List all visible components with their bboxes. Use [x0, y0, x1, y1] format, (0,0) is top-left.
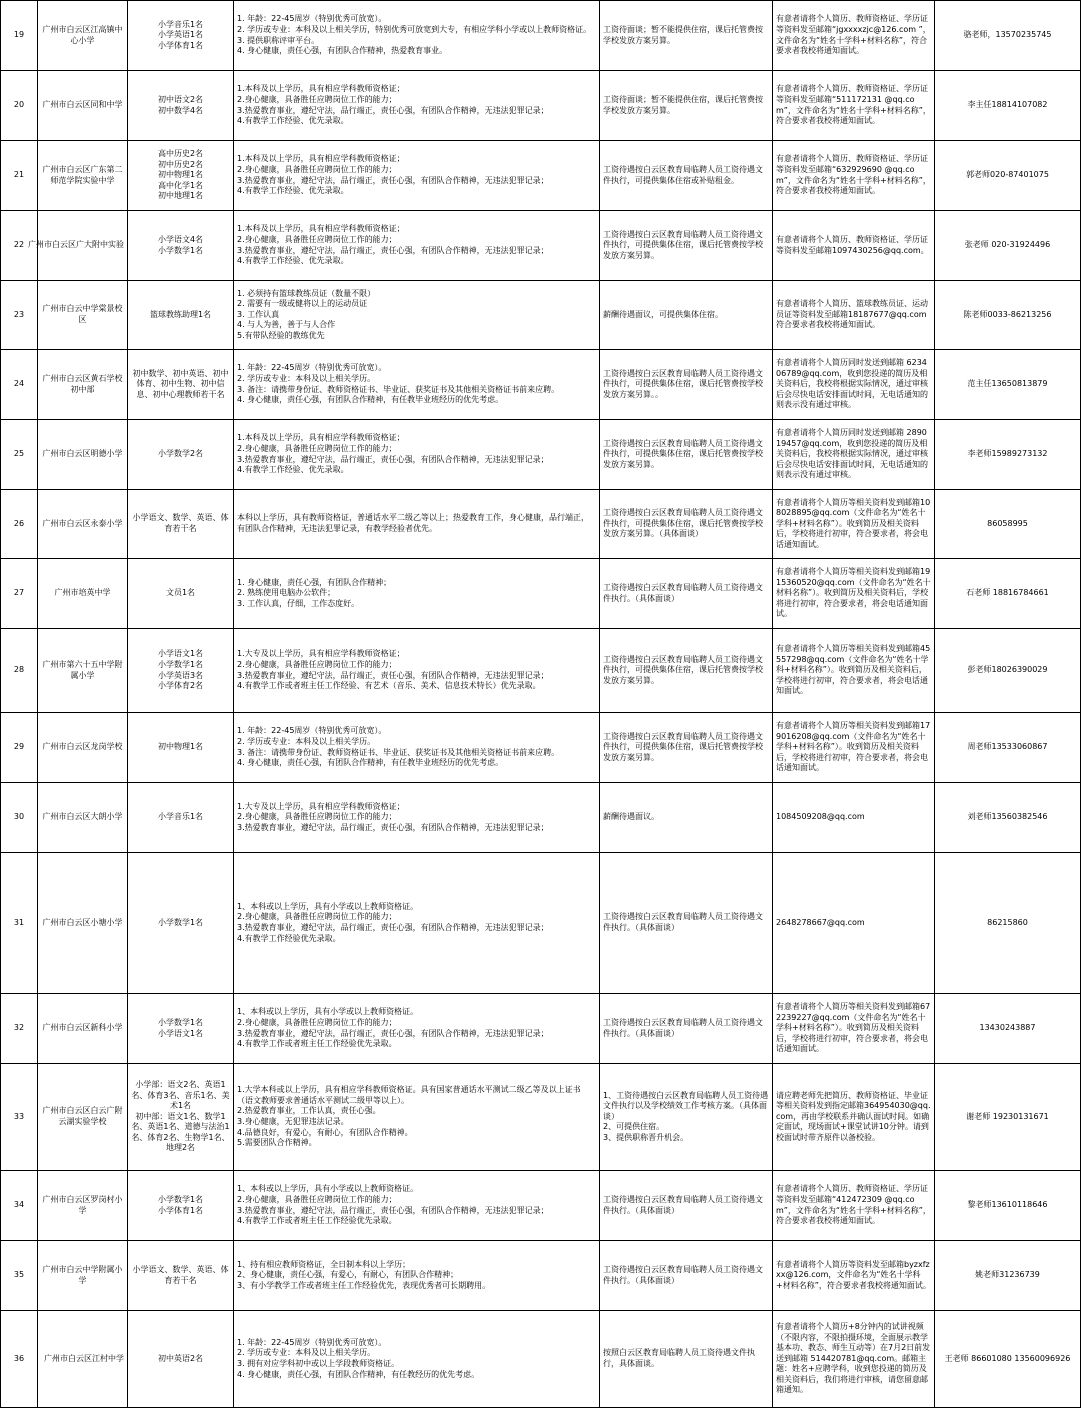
apply-method: 有意者请将个人简历、教师资格证、学历证等资料发至邮箱“jgxxxxzjc@126.com ”，文件命名为“姓名十学科+材料名称”，符合要求者我校将通知面试。 — [773, 1, 935, 71]
post-list — [128, 1, 234, 71]
treatment: 工资待遇按白云区教育局临聘人员工资待遇文件执行，可提供集体住宿，课后托管费按学校发放方案另算。 — [600, 713, 773, 783]
contact: 李老师15989273132 — [935, 420, 1081, 490]
treatment: 工资待遇按白云区教育局临聘人员工资待遇文件执行，可提供集体住宿，课后托管费按学校发放方案另算。 — [600, 629, 773, 713]
apply-text: 有意者请将个人简历同时发送到邮箱 289019457@qq.com，收到您投递的简历及相关资料后，我校将根据实际情况，通过审核后会尽快电话安排面试时间，无电话通知的则表示没有通过审核。 — [776, 428, 928, 480]
requirement-line: 4. 身心健康，责任心强，有团队合作精神，有任教毕业班经历的优先考虑。 — [237, 758, 504, 768]
post-list — [128, 211, 234, 281]
requirement-line: 1.大专及以上学历，具有相应学科教师资格证； — [237, 801, 405, 811]
post-list — [128, 420, 234, 490]
table-row — [1, 994, 1081, 1064]
requirement-line: 2. 学历或专业：本科及以上相关学历。 — [237, 1348, 376, 1358]
row-number: 26 — [1, 490, 38, 559]
requirement-line: 3. 备注：请携带身份证、教师资格证书、毕业证、获奖证书及其他相关资格证书前来应聘。 — [237, 384, 560, 394]
apply-text: 有意者请将个人简历等相关资料发到邮箱45557298@qq.com（文件命名为“姓名十学科+材料名称”）。收到简历及相关资料后，学校将进行初审，符合要求者，将会电话通知面试。 — [776, 644, 931, 696]
table-row — [1, 211, 1081, 281]
requirement-line: 3.身心健康，无犯罪违法记录。 — [237, 1117, 349, 1126]
requirement-line: 5.需要团队合作精神。 — [237, 1138, 317, 1148]
requirement-line: 2.身心健康，具备胜任应聘岗位工作的能力； — [237, 659, 397, 669]
requirement-line: 3.热爱教育事业，遵纪守法，品行端正，责任心强，有团队合作精神，无违法犯罪记录； — [237, 1205, 549, 1215]
school-name: 广州市白云区大朗小学 — [38, 783, 128, 853]
post-item: 小学数学1名 — [157, 1017, 204, 1027]
treatment: 工资待遇按白云区教育局临聘人员工资待遇文件执行，可提供集体住宿，课后托管费按学校发放方案另算。。 — [600, 350, 773, 420]
apply-text: 有意者请将个人简历同时发送到邮箱 623406789@qq.com，收到您投递的简历及相关资料后，我校将根据实际情况，通过审核后会尽快电话安排面试时间，无电话通知的则表示没有通过审核。 — [776, 358, 928, 410]
apply-text: 有意者请将个人简历、教师资格证、学历证等资料发至邮箱“412472309 @qq.com”，文件命名为“姓名十学科+材料名称”，符合要求者我校将通知面试。 — [776, 1184, 931, 1226]
requirement-line: 3. 提供职称评审平台。 — [237, 35, 320, 45]
requirement-line: 4.有教学工作或者班主任工作经验优先录取。 — [237, 1039, 397, 1049]
post-item: 高中化学1名 — [157, 180, 204, 190]
apply-method: 有意者请将个人简历、教师资格证、学历证等资料发至邮箱“511172131 @qq.com”，文件命名为“姓名十学科+材料名称”，符合要求者我校将通知面试。 — [773, 71, 935, 141]
treatment: 1、工资待遇按白云区教育局临聘人员工资待遇文件执行以及学校绩效工作考核方案。（具体面谈） 2、可提供住宿。 3、提供职称晋升机会。 — [600, 1064, 773, 1171]
row-number: 23 — [1, 281, 38, 350]
requirement-line: 2. 学历或专业：本科及以上相关学历，特别优秀可放宽到大专，有相应学科小学或以上教师资格证。 — [237, 24, 592, 34]
requirement-line: 1.本科及以上学历，具有相应学科教师资格证； — [237, 154, 405, 164]
requirements — [234, 350, 600, 420]
contact: 王老师 86601080 13560096926 — [935, 1311, 1081, 1408]
requirement-line: 2.身心健康，具备胜任应聘岗位工作的能力； — [237, 1017, 397, 1027]
table-row — [1, 281, 1081, 350]
requirement-line: 3.热爱教育事业，遵纪守法，品行端正，责任心强，有团队合作精神，无违法犯罪记录； — [237, 245, 549, 255]
contact: 陈老师0033-86213256 — [935, 281, 1081, 350]
post-list — [128, 1311, 234, 1408]
post-item: 小学英语1名 — [157, 30, 204, 40]
post-list — [128, 783, 234, 853]
row-number: 32 — [1, 994, 38, 1064]
treatment: 按照白云区教育局临聘人员工资待遇文件执行，具体面谈。 — [600, 1311, 773, 1408]
table-row — [1, 350, 1081, 420]
contact: 骆老师，13570235745 — [935, 1, 1081, 71]
post-list — [128, 853, 234, 994]
apply-method — [773, 1171, 935, 1241]
requirement-line: 2.身心健康，具备胜任应聘岗位工作的能力； — [237, 1194, 397, 1204]
apply-method — [773, 629, 935, 713]
post-item: 小学语文1名 — [157, 1028, 204, 1038]
requirements — [234, 994, 600, 1064]
requirement-line: 4. 与人为善，善于与人合作 — [237, 320, 336, 330]
contact: 李主任18814107082 — [935, 71, 1081, 141]
requirements — [234, 783, 600, 853]
requirement-line: 2.身心健康，具备胜任应聘岗位工作的能力； — [237, 912, 397, 922]
requirement-line: 4.有教学工作经验、优先录取。 — [237, 116, 349, 126]
requirements — [234, 1171, 600, 1241]
requirement-line: 1、本科或以上学历，具有小学或以上教师资格证。 — [237, 901, 419, 911]
treatment: 工资待遇按白云区教育局临聘人员工资待遇文件执行。（具体面谈） — [600, 1171, 773, 1241]
requirement-line: 4.有教学工作或者班主任工作经验、有艺术（音乐、美术、信息技术特长）优先录取。 — [237, 681, 541, 691]
table-row — [1, 141, 1081, 211]
requirement-line: 3、有小学教学工作或者班主任工作经验优先，表现优秀者可长期聘用。 — [237, 1280, 491, 1290]
row-number: 28 — [1, 629, 38, 713]
post-item: 小学数学1名 — [157, 1194, 204, 1204]
requirement-line: 3. 拥有对应学科初中或以上学段教师资格证。 — [237, 1359, 400, 1368]
post-list: 小学语文、数学、英语、体育若干名 — [128, 490, 234, 559]
contact: 张老师 020-31924496 — [935, 211, 1081, 281]
post-list — [128, 994, 234, 1064]
requirement-line: 4.有教学工作经验、优先录取。 — [237, 256, 349, 266]
school-name: 广州市白云区罗岗村小学 — [38, 1171, 128, 1241]
table-row — [1, 1171, 1081, 1241]
contact: 86215860 — [935, 853, 1081, 994]
requirement-line: 3. 备注：请携带身份证、教师资格证书、毕业证、获奖证书及其他相关资格证书前来应聘。 — [237, 747, 560, 757]
row-number: 36 — [1, 1311, 38, 1408]
requirements — [234, 1, 600, 71]
school-name: 广州市白云区白云广附云湖实验学校 — [38, 1064, 128, 1171]
apply-method — [773, 559, 935, 629]
contact: 黎老师13610118646 — [935, 1171, 1081, 1241]
requirement-line: 1.大学本科或以上学历，具有相应学科教师资格证。具有国家普通话水平测试二级乙等及以上证书（语文教师要求普通话水平测试二级甲等以上）。 — [237, 1085, 581, 1105]
row-number: 34 — [1, 1171, 38, 1241]
requirement-line: 3.热爱教育事业，遵纪守法，品行端正，责任心强，有团队合作精神，无违法犯罪记录； — [237, 923, 549, 932]
requirement-line: 3. 工作认真，仔细，工作态度好。 — [237, 598, 360, 608]
row-number: 35 — [1, 1241, 38, 1311]
post-item: 小学体育1名 — [157, 40, 204, 50]
requirement-line: 3.热爱教育事业，遵纪守法，品行端正，责任心强，有团队合作精神，无违法犯罪记录； — [237, 175, 549, 185]
table-row — [1, 420, 1081, 490]
school-name: 广州市白云区广东第二师范学院实验中学 — [38, 141, 128, 211]
requirements — [234, 559, 600, 629]
post-item: 小学体育2名 — [157, 681, 204, 691]
school-name: 广州市白云区江高镇中心小学 — [38, 1, 128, 71]
apply-text: 有意者请将个人简历等相关资料发到邮箱108028895@qq.com（文件命名为“姓名十学科+材料名称”）。收到简历及相关资料后，学校将进行初审，符合要求者，将会电话通知面试。 — [776, 497, 931, 549]
requirement-line: 1. 年龄：22-45周岁（特别优秀可放宽）。 — [237, 363, 387, 373]
table-body — [1, 1, 1081, 1408]
school-name — [38, 1311, 128, 1408]
post-item: 小学音乐1名 — [157, 812, 204, 822]
requirement-line: 4.有教学工作经验、优先录取。 — [237, 465, 349, 475]
table-row — [1, 713, 1081, 783]
treatment: 工资待遇按白云区教育局临聘人员工资待遇文件执行，可提供集体住宿或补贴租金。 — [600, 141, 773, 211]
table-row — [1, 1064, 1081, 1171]
table-row — [1, 1311, 1081, 1408]
requirement-line: 2.身心健康，具备胜任应聘岗位工作的能力； — [237, 443, 397, 453]
requirement-line: 本科以上学历，具有教师资格证，普通话水平二级乙等以上；热爱教育工作，身心健康，品行端正，有团队合作精神，无违法犯罪记录，有教学经验者优先。 — [237, 513, 589, 533]
apply-text: 有意者请将个人简历+8分钟内的试讲视频（不限内容，不限拍摄环境，全面展示教学基本功、教态、师生互动等）在7月2日前发送到邮箱 514420781@qq.com。邮箱主题：姓名+应聘学科，收到您投递的简历及相关资料后，我们将进行审核，请您留意邮箱通知。 — [776, 1321, 931, 1395]
apply-method: 请应聘老师先把简历、教师资格证、毕业证等相关资料发到指定邮箱364954030@qq.com，再由学校联系并确认面试时间。如确定面试，现场面试+课堂试讲10分钟。请到校面试时带齐原件以备校验。 — [773, 1064, 935, 1171]
treatment: 工资待面谈；暂不能提供住宿，课后托管费按学校发放方案另算。 — [600, 71, 773, 141]
post-list — [128, 629, 234, 713]
row-number: 30 — [1, 783, 38, 853]
post-item: 小学数学2名 — [157, 449, 204, 459]
requirement-line: 4. 身心健康，责任心强，有团队合作精神，有任教毕业班经历的优先考虑。 — [237, 395, 504, 405]
post-item: 小学部：语文2名、英语1名、体育3名、音乐1名、美术1名 — [131, 1079, 230, 1111]
post-item: 初中地理1名 — [157, 191, 204, 201]
apply-method — [773, 350, 935, 420]
requirement-line: 2.热爱教育事业，工作认真，责任心强。 — [237, 1106, 381, 1116]
requirements — [234, 853, 600, 994]
row-number: 25 — [1, 420, 38, 490]
requirement-line: 1. 年龄：22-45周岁（特别优秀可放宽）。 — [237, 1337, 387, 1347]
requirement-line: 1、持有相应教师资格证，全日制本科以上学历； — [237, 1259, 411, 1269]
requirement-line: 4. 身心健康，责任心强，有团队合作精神，有任教经历的优先考虑。 — [237, 1369, 480, 1379]
table-row — [1, 1, 1081, 71]
apply-method — [773, 1311, 935, 1408]
requirement-line: 1. 年龄：22-45周岁（特别优秀可放宽）。 — [237, 14, 387, 24]
treatment: 薪酬待遇面议，可提供集体住宿。 — [600, 281, 773, 350]
requirements — [234, 490, 600, 559]
post-list — [128, 1064, 234, 1171]
school-name-text: 广州市白云区广大附中实验 — [28, 240, 124, 250]
school-name: 广州市白云区黄石学校初中部 — [38, 350, 128, 420]
requirement-line: 1.本科及以上学历，具有相应学科教师资格证； — [237, 433, 405, 443]
post-item: 小学音乐1名 — [157, 19, 204, 29]
school-name-text: 广州市白云区江村中学 — [44, 1353, 124, 1363]
post-list — [128, 71, 234, 141]
school-name: 广州市培英中学 — [38, 559, 128, 629]
treatment: 工资待遇按白云区教育局临聘人员工资待遇文件执行。（具体面谈） — [600, 559, 773, 629]
requirements — [234, 281, 600, 350]
requirement-line: 2. 熟练使用电脑办公软件； — [237, 588, 336, 598]
apply-method: 2648278667@qq.com — [773, 853, 935, 994]
requirements — [234, 629, 600, 713]
post-list — [128, 1171, 234, 1241]
treatment: 工资待面谈；暂不能提供住宿，课后托管费按学校发放方案另算。 — [600, 1, 773, 71]
apply-method: 有意者请将个人简历、篮球教练员证、运动员证等资料发至邮箱18187677@qq.com 符合要求者我校将通知面试。 — [773, 281, 935, 350]
school-name: 广州市白云区小塘小学 — [38, 853, 128, 994]
requirement-line: 4.有教学工作或者班主任工作经验优先录取。 — [237, 1216, 397, 1226]
apply-method: 有意者请将个人简历、教师资格证、学历证等资料发至邮箱1097430256@qq.com。 — [773, 211, 935, 281]
requirement-line: 4.品德良好，有爱心，有耐心，有团队合作精神。 — [237, 1127, 413, 1137]
school-name: 广州市白云中学附属小学 — [38, 1241, 128, 1311]
post-item: 初中物理1名 — [157, 170, 204, 180]
post-list — [128, 559, 234, 629]
contact: 刘老师13560382546 — [935, 783, 1081, 853]
post-list — [128, 281, 234, 350]
post-item: 小学体育1名 — [157, 1205, 204, 1215]
requirements — [234, 1241, 600, 1311]
apply-text: 有意者请将个人简历等相关资料发到邮箱179016208@qq.com（文件命名为“姓名十学科+材料名称”）。收到简历及相关资料后，学校将进行初审，符合要求者，将会电话通知面试。 — [776, 721, 931, 773]
contact: 谢老师 19230131671 — [935, 1064, 1081, 1171]
requirement-line: 1. 身心健康，责任心强，有团队合作精神； — [237, 577, 392, 587]
requirement-line: 2.身心健康，具备胜任应聘岗位工作的能力； — [237, 164, 397, 174]
row-number: 27 — [1, 559, 38, 629]
requirement-line: 3.热爱教育事业，遵纪守法，品行端正，责任心强，有团队合作精神，无违法犯罪记录； — [237, 454, 549, 464]
requirements — [234, 713, 600, 783]
requirement-line: 4. 身心健康，责任心强，有团队合作精神，热爱教育事业。 — [237, 46, 448, 56]
treatment: 工资待遇按白云区教育局临聘人员工资待遇文件执行，可提供集体住宿，课后托管费按学校发放方案另算。（具体面谈） — [600, 490, 773, 559]
post-item: 小学数学1名 — [157, 917, 204, 927]
requirement-line: 2、身心健康，责任心强，有爱心，有耐心，有团队合作精神； — [237, 1270, 459, 1280]
requirement-line: 1. 必须持有篮球教练员证（数量不限） — [237, 288, 376, 298]
school-name: 广州市白云中学棠景校区 — [38, 281, 128, 350]
contact: 郭老师020-87401075 — [935, 141, 1081, 211]
post-item: 小学数学1名 — [157, 659, 204, 669]
requirement-line: 3.热爱教育事业，遵纪守法，品行端正，责任心强，有团队合作精神，无违法犯罪记录； — [237, 105, 549, 115]
post-list: 小学语文、数学、英语、体育若干名 — [128, 1241, 234, 1311]
requirement-line: 2.身心健康，具备胜任应聘岗位工作的能力； — [237, 94, 397, 104]
requirements — [234, 1311, 600, 1408]
requirement-line: 3.热爱教育事业，遵纪守法，品行端正，责任心强，有团队合作精神，无违法犯罪记录； — [237, 822, 549, 832]
requirement-line: 4.有教学工作经验优先录取。 — [237, 933, 341, 943]
post-item: 文员1名 — [165, 588, 196, 598]
requirement-line: 2. 学历或专业：本科及以上相关学历。 — [237, 373, 376, 383]
post-list — [128, 713, 234, 783]
table-row — [1, 490, 1081, 559]
treatment: 工资待遇按白云区教育局临聘人员工资待遇文件执行。（具体面谈） — [600, 1241, 773, 1311]
row-number: 33 — [1, 1064, 38, 1171]
post-item: 小学英语3名 — [157, 670, 204, 680]
table-row — [1, 629, 1081, 713]
contact: 86058995 — [935, 490, 1081, 559]
post-list: 初中数学、初中英语、初中体育、初中生物、初中信息、初中心理教师若干名 — [128, 350, 234, 420]
contact: 范主任13650813879 — [935, 350, 1081, 420]
post-item: 初中历史2名 — [157, 159, 204, 169]
school-name: 广州市白云区新科小学 — [38, 994, 128, 1064]
requirements — [234, 141, 600, 211]
apply-method — [773, 994, 935, 1064]
requirement-line: 1.本科及以上学历，具有相应学科教师资格证； — [237, 84, 405, 94]
post-item: 初中英语2名 — [157, 1353, 204, 1363]
post-item: 初中数学4名 — [157, 105, 204, 115]
row-number: 20 — [1, 71, 38, 141]
school-name: 广州市白云区永泰小学 — [38, 490, 128, 559]
requirement-line: 1.本科及以上学历，具有相应学科教师资格证； — [237, 224, 405, 234]
row-number: 21 — [1, 141, 38, 211]
requirement-line: 4.有教学工作经验、优先录取。 — [237, 186, 349, 196]
table-row — [1, 853, 1081, 994]
row-number: 22 — [1, 211, 38, 281]
treatment: 工资待遇按白云区教育局临聘人员工资待遇文件执行，可提供集体住宿，课后托管费按学校发放方案另算。 — [600, 420, 773, 490]
school-name: 广州市第六十五中学附属小学 — [38, 629, 128, 713]
apply-method: 有意者请将个人简历等资料发至邮箱byzxfzxx@126.com，文件命名为“姓名十学科+材料名称”，符合要求者我校将通知面试。 — [773, 1241, 935, 1311]
table-row — [1, 1241, 1081, 1311]
requirement-line: 2.身心健康，具备胜任应聘岗位工作的能力； — [237, 812, 397, 822]
treatment: 工资待遇按白云区教育局临聘人员工资待遇文件执行，可提供集体住宿，课后托管费按学校发放方案另算。 — [600, 211, 773, 281]
requirement-line: 2. 学历或专业：本科及以上相关学历。 — [237, 736, 376, 746]
contact: 石老师 18816784661 — [935, 559, 1081, 629]
apply-method: 1084509208@qq.com — [773, 783, 935, 853]
requirement-line: 3.热爱教育事业，遵纪守法，品行端正，责任心强，有团队合作精神，无违法犯罪记录； — [237, 1028, 549, 1038]
requirement-line: 1、本科或以上学历，具有小学或以上教师资格证。 — [237, 1007, 419, 1017]
post-item: 小学语文1名 — [157, 649, 204, 659]
requirement-line: 1. 年龄：22-45周岁（特别优秀可放宽）。 — [237, 726, 387, 736]
requirement-line: 3. 工作认真 — [237, 309, 280, 319]
requirement-line: 5.有带队经验的教练优先 — [237, 330, 325, 340]
contact: 姚老师31236739 — [935, 1241, 1081, 1311]
apply-method — [773, 420, 935, 490]
post-item: 篮球教练助理1名 — [149, 309, 212, 319]
requirement-line: 2.身心健康，具备胜任应聘岗位工作的能力； — [237, 234, 397, 244]
requirements — [234, 420, 600, 490]
requirements — [234, 1064, 600, 1171]
school-name: 广州市白云区明德小学 — [38, 420, 128, 490]
post-item: 初中部：语文1名、数学1名、英语1名、道德与法治1名、体育2名、生物学1名、地理2名 — [131, 1111, 230, 1153]
apply-method: 有意者请将个人简历、教师资格证、学历证等资料发至邮箱“632929690 @qq.com”，文件命名为“姓名十学科+材料名称”，符合要求者我校将通知面试。 — [773, 141, 935, 211]
contact: 周老师13533060867 — [935, 713, 1081, 783]
post-item: 初中物理1名 — [157, 742, 204, 752]
row-number: 19 — [1, 1, 38, 71]
school-name — [28, 211, 128, 281]
table-row — [1, 559, 1081, 629]
requirements — [234, 211, 600, 281]
post-item: 小学语文4名 — [157, 234, 204, 244]
school-name: 广州市白云区同和中学 — [38, 71, 128, 141]
apply-method — [773, 713, 935, 783]
post-item: 高中历史2名 — [157, 149, 204, 159]
row-number: 31 — [1, 853, 38, 994]
contact: 彭老师18026390029 — [935, 629, 1081, 713]
row-number: 24 — [1, 350, 38, 420]
apply-method — [773, 490, 935, 559]
table-row — [1, 783, 1081, 853]
post-item: 初中语文2名 — [157, 94, 204, 104]
requirement-line: 2. 需要有一级或健将以上的运动员证 — [237, 299, 368, 309]
apply-text: 有意者请将个人简历等相关资料发到邮箱1915360520@qq.com（文件命名为“姓名十材料名称”）。收到简历及相关资料后，学校将进行初审，符合要求者，将会电话通知面试。 — [776, 567, 931, 619]
requirement-line: 3.热爱教育事业，遵纪守法，品行端正，责任心强，有团队合作精神，无违法犯罪记录； — [237, 670, 549, 680]
treatment: 工资待遇按白云区教育局临聘人员工资待遇文件执行。（具体面谈） — [600, 853, 773, 994]
post-list — [128, 141, 234, 211]
treatment: 工资待遇按白云区教育局临聘人员工资待遇文件执行。（具体面谈） — [600, 994, 773, 1064]
school-name: 广州市白云区龙岗学校 — [38, 713, 128, 783]
requirements — [234, 71, 600, 141]
treatment: 薪酬待遇面议。 — [600, 783, 773, 853]
table-row — [1, 71, 1081, 141]
post-item: 小学数学1名 — [157, 245, 204, 255]
requirement-line: 1.大专及以上学历，具有相应学科教师资格证； — [237, 649, 405, 659]
contact: 13430243887 — [935, 994, 1081, 1064]
requirement-line: 1、本科或以上学历，具有小学或以上教师资格证。 — [237, 1184, 419, 1194]
row-number: 29 — [1, 713, 38, 783]
apply-text: 有意者请将个人简历等相关资料发到邮箱672239227@qq.com（文件命名为“姓名十学科+材料名称”）。收到简历及相关资料后，学校将进行初审，符合要求者，将会电话通知面试。 — [776, 1002, 931, 1054]
